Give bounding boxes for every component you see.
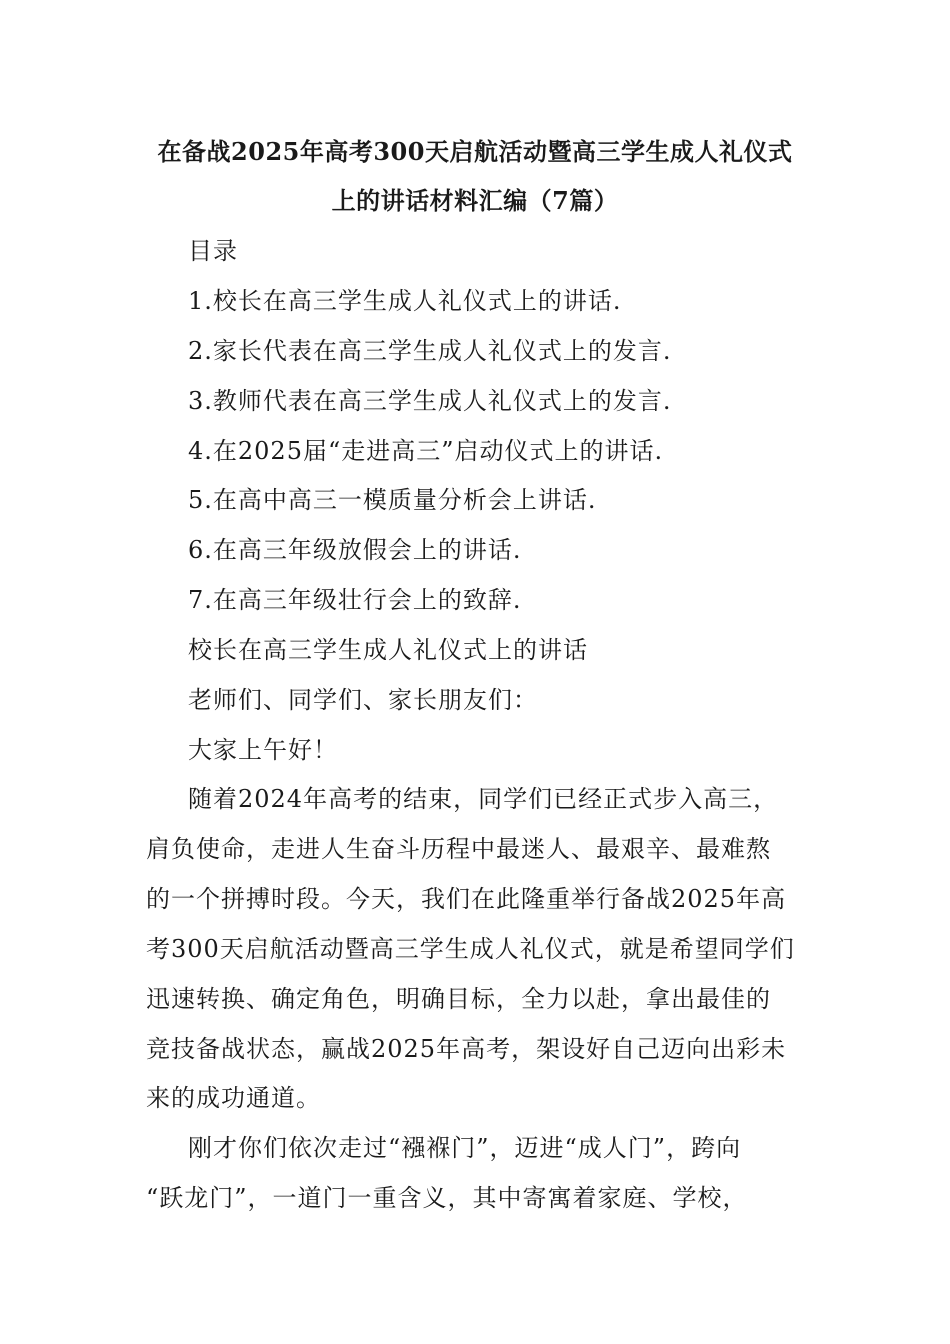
- document-title-line-1: 在备战2025年高考300天启航活动暨高三学生成人礼仪式: [157, 137, 793, 166]
- toc-item: 1.校长在高三学生成人礼仪式上的讲话.: [188, 287, 622, 315]
- paragraph-line: 来的成功通道。: [146, 1084, 321, 1112]
- toc-item: 3.教师代表在高三学生成人礼仪式上的发言.: [188, 387, 672, 415]
- paragraph-line: “跃龙门”，一道门一重含义，其中寄寓着家庭、学校，: [146, 1184, 748, 1212]
- paragraph-line: 刚才你们依次走过“襁褓门”，迈进“成人门”，跨向: [188, 1134, 742, 1162]
- toc-item: 5.在高中高三一模质量分析会上讲话.: [188, 486, 597, 514]
- toc-heading: 目录: [188, 237, 238, 265]
- paragraph-line: 随着2024年高考的结束，同学们已经正式步入高三，: [188, 785, 779, 813]
- toc-item: 4.在2025届“走进高三”启动仪式上的讲话.: [188, 437, 664, 465]
- paragraph-line: 肩负使命，走进人生奋斗历程中最迷人、最艰辛、最难熬: [146, 835, 771, 863]
- paragraph-line: 迅速转换、确定角色，明确目标，全力以赴，拿出最佳的: [146, 985, 771, 1013]
- salutation: 老师们、同学们、家长朋友们：: [188, 686, 538, 714]
- section-heading: 校长在高三学生成人礼仪式上的讲话: [188, 636, 588, 664]
- greeting: 大家上午好！: [188, 736, 338, 764]
- toc-item: 6.在高三年级放假会上的讲话.: [188, 536, 522, 564]
- document-title-line-2: 上的讲话材料汇编（7篇）: [331, 186, 619, 215]
- paragraph-line: 的一个拼搏时段。今天，我们在此隆重举行备战2025年高: [146, 885, 787, 913]
- toc-item: 7.在高三年级壮行会上的致辞.: [188, 586, 522, 614]
- paragraph-line: 竞技备战状态，赢战2025年高考，架设好自己迈向出彩未: [146, 1035, 787, 1063]
- paragraph-line: 考300天启航活动暨高三学生成人礼仪式，就是希望同学们: [146, 935, 795, 963]
- toc-item: 2.家长代表在高三学生成人礼仪式上的发言.: [188, 337, 672, 365]
